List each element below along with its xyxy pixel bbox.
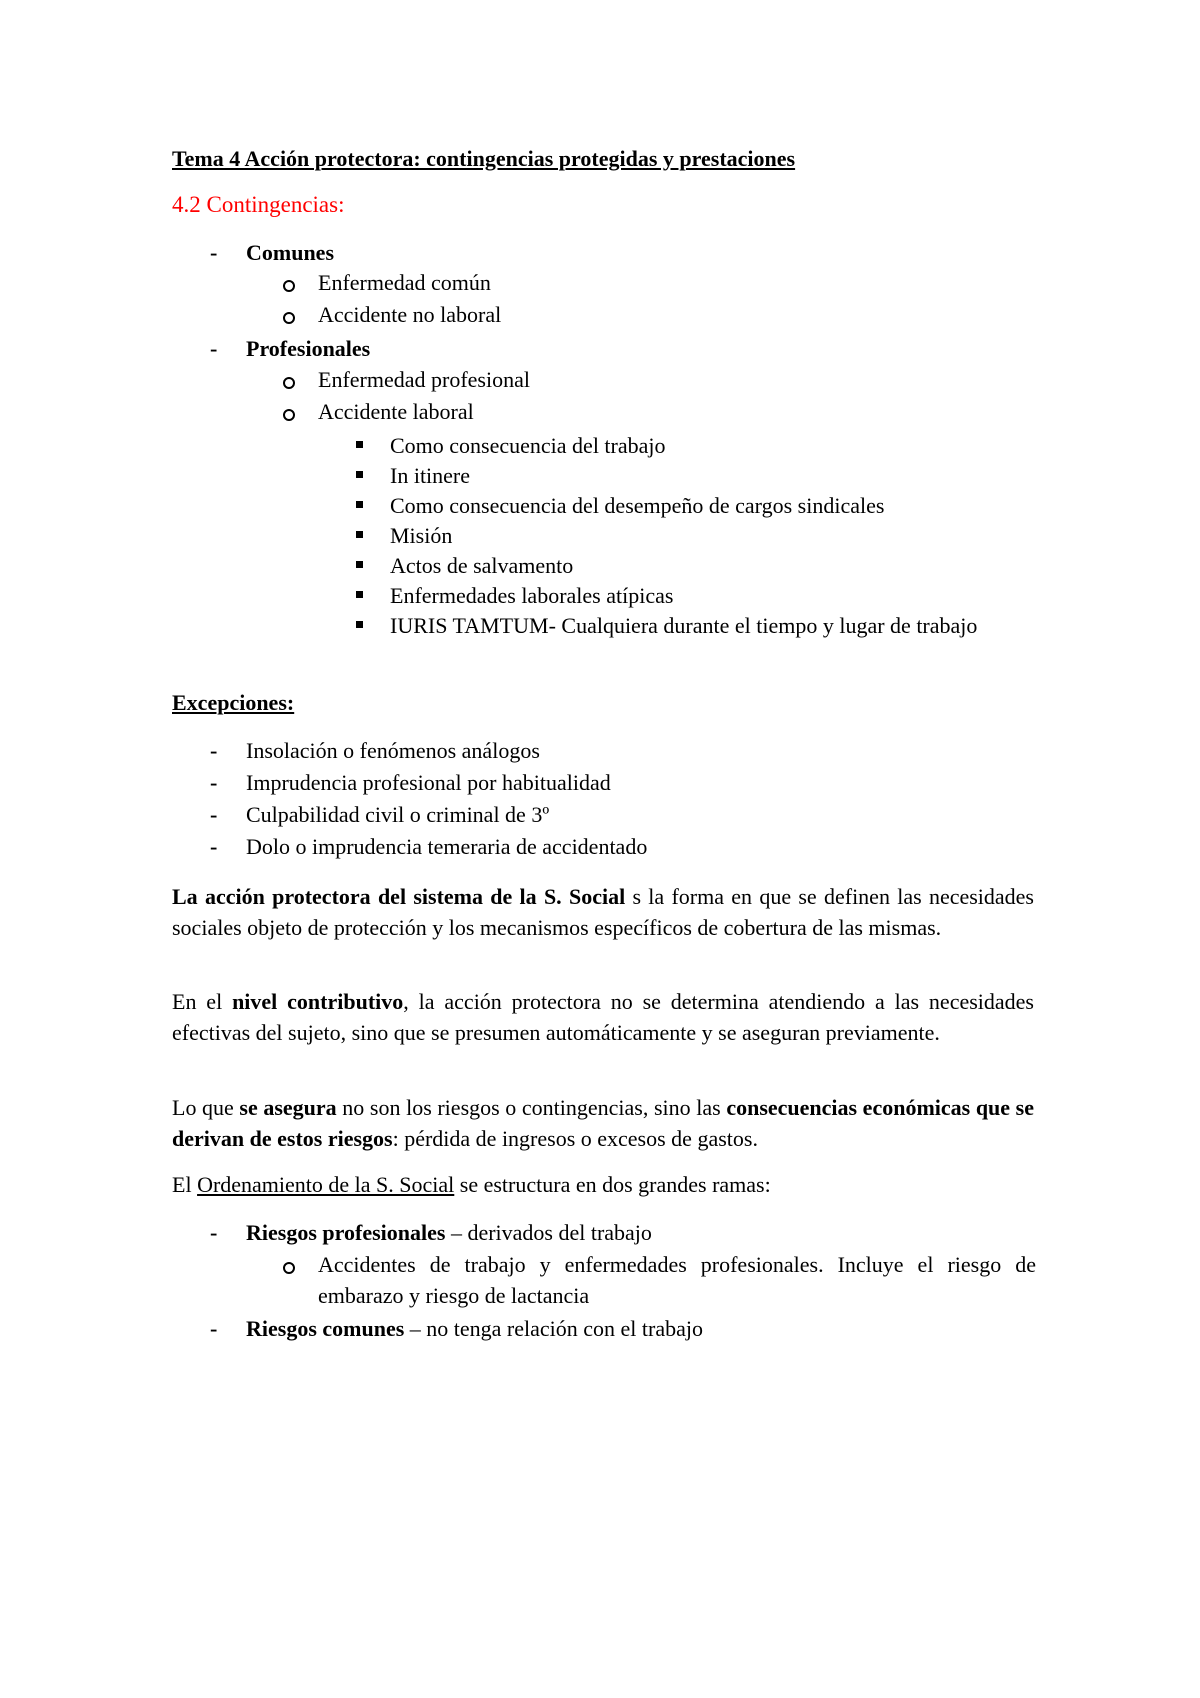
comunes-label: Comunes bbox=[246, 240, 335, 265]
paragraph-text: no son los riesgos o contingencias, sino las bbox=[336, 1095, 727, 1120]
paragraph-ordenamiento bbox=[172, 1169, 1034, 1200]
circle-bullet-icon bbox=[283, 312, 295, 324]
profesionales-label: Profesionales bbox=[246, 336, 371, 361]
list-item: Culpabilidad civil o criminal de 3º bbox=[246, 802, 550, 827]
dash-bullet: - bbox=[210, 336, 218, 361]
dash-bullet: - bbox=[210, 1220, 218, 1245]
list-item bbox=[246, 1314, 703, 1344]
list-item: IURIS TAMTUM- Cualquiera durante el tiempo y lugar de trabajo bbox=[390, 613, 978, 638]
paragraph-se-asegura bbox=[172, 1092, 1034, 1154]
list-item: Como consecuencia del desempeño de cargos sindicales bbox=[390, 493, 885, 518]
square-bullet-icon bbox=[356, 441, 363, 448]
list-item: Insolación o fenómenos análogos bbox=[246, 738, 540, 763]
circle-bullet-icon bbox=[283, 1262, 295, 1274]
circle-bullet-icon bbox=[283, 377, 295, 389]
bold-term: se asegura bbox=[239, 1095, 337, 1120]
section-heading: 4.2 Contingencias: bbox=[172, 192, 345, 217]
bold-term: nivel contributivo bbox=[232, 989, 404, 1014]
list-item: Como consecuencia del trabajo bbox=[390, 433, 666, 458]
list-item: Imprudencia profesional por habitualidad bbox=[246, 770, 611, 795]
list-item: Misión bbox=[390, 523, 453, 548]
bold-term: Riesgos comunes bbox=[246, 1316, 405, 1341]
dash-bullet: - bbox=[210, 1316, 218, 1341]
square-bullet-icon bbox=[356, 471, 363, 478]
paragraph-text: En el bbox=[172, 989, 233, 1014]
square-bullet-icon bbox=[356, 531, 363, 538]
square-bullet-icon bbox=[356, 621, 363, 628]
list-item bbox=[246, 1218, 652, 1248]
bold-term: consecuencias económicas que se derivan de estos riesgos bbox=[172, 1095, 1034, 1151]
list-item: Accidente no laboral bbox=[318, 302, 502, 327]
list-item: In itinere bbox=[390, 463, 471, 488]
bold-term: La acción protectora del sistema de la S. Social bbox=[172, 884, 626, 909]
list-item: Dolo o imprudencia temeraria de accidentado bbox=[246, 834, 648, 859]
item-text: – derivados del trabajo bbox=[445, 1220, 652, 1245]
dash-bullet: - bbox=[210, 770, 218, 795]
paragraph-accion-protectora bbox=[172, 881, 1034, 943]
paragraph-text: se estructura en dos grandes ramas: bbox=[454, 1172, 771, 1197]
square-bullet-icon bbox=[356, 591, 363, 598]
list-item: Enfermedad profesional bbox=[318, 367, 530, 392]
dash-bullet: - bbox=[210, 240, 218, 265]
square-bullet-icon bbox=[356, 501, 363, 508]
dash-bullet: - bbox=[210, 802, 218, 827]
square-bullet-icon bbox=[356, 561, 363, 568]
paragraph-text: s la forma en que se definen las necesidades sociales objeto de protección y los mecanismos específicos de cobertura de las mismas. bbox=[172, 884, 1034, 940]
paragraph-text: , la acción protectora no se determina atendiendo a las necesidades efectivas del sujeto, sino que se presumen automáticamente y se aseguran previamente. bbox=[172, 989, 1034, 1045]
circle-bullet-icon bbox=[283, 409, 295, 421]
paragraph-text: Lo que bbox=[172, 1095, 240, 1120]
paragraph-nivel-contributivo bbox=[172, 986, 1034, 1048]
list-item: Enfermedades laborales atípicas bbox=[390, 583, 674, 608]
paragraph-text: : pérdida de ingresos o excesos de gastos. bbox=[392, 1126, 758, 1151]
excepciones-heading: Excepciones: bbox=[172, 690, 295, 715]
item-text: – no tenga relación con el trabajo bbox=[404, 1316, 703, 1341]
underlined-term: Ordenamiento de la S. Social bbox=[197, 1172, 455, 1197]
list-item: Accidentes de trabajo y enfermedades profesionales. Incluye el riesgo de embarazo y riesgo de lactancia bbox=[318, 1252, 1036, 1308]
bold-term: Riesgos profesionales bbox=[246, 1220, 446, 1245]
page-title: Tema 4 Acción protectora: contingencias protegidas y prestaciones bbox=[172, 146, 796, 171]
list-item: Actos de salvamento bbox=[390, 553, 574, 578]
dash-bullet: - bbox=[210, 738, 218, 763]
list-item: Accidente laboral bbox=[318, 399, 474, 424]
list-item: Enfermedad común bbox=[318, 270, 491, 295]
paragraph-text: El bbox=[172, 1172, 198, 1197]
dash-bullet: - bbox=[210, 834, 218, 859]
circle-bullet-icon bbox=[283, 280, 295, 292]
